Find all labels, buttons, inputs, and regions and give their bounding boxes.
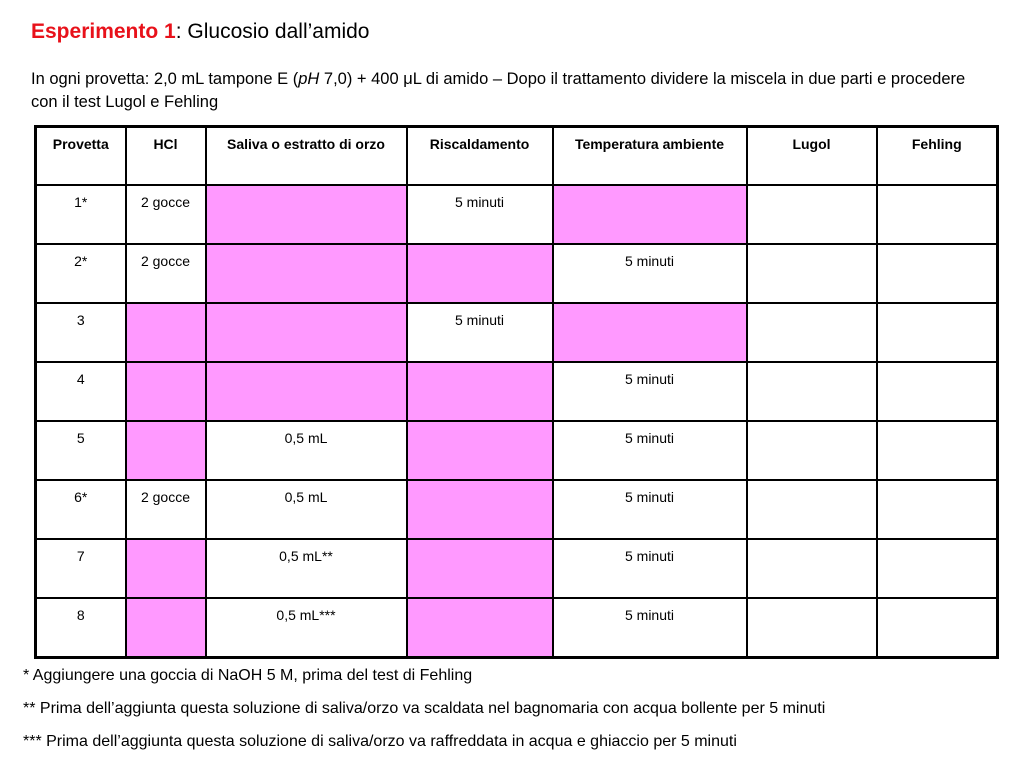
cell-temperatura [553,185,747,244]
header-temperatura: Temperatura ambiente [553,127,747,186]
intro-paragraph [31,68,991,114]
cell-riscaldamento [407,244,553,303]
cell-riscaldamento [407,421,553,480]
intro-text-end: 7,0) + 400 μL di amido – Dopo il trattamento dividere la miscela in due parti e procedere con il test Lugol e Fehling [31,70,966,111]
cell-riscaldamento [407,539,553,598]
header-lugol: Lugol [747,127,877,186]
cell-provetta: 1* [36,185,126,244]
cell-hcl [126,362,206,421]
cell-riscaldamento [407,480,553,539]
intro-ph-label: pH [298,70,320,88]
cell-temperatura: 5 minuti [553,362,747,421]
cell-fehling [877,598,998,658]
cell-saliva: 0,5 mL [206,421,407,480]
table-row [36,598,998,658]
cell-riscaldamento [407,598,553,658]
cell-provetta: 8 [36,598,126,658]
header-provetta: Provetta [36,127,126,186]
cell-saliva: 0,5 mL*** [206,598,407,658]
cell-temperatura: 5 minuti [553,421,747,480]
header-riscaldamento: Riscaldamento [407,127,553,186]
cell-fehling [877,185,998,244]
table-row [36,303,998,362]
cell-hcl [126,303,206,362]
table-row [36,480,998,539]
footnote-triple-star: *** Prima dell’aggiunta questa soluzione di saliva/orzo va raffreddata in acqua e ghiaccio per 5 minuti [23,733,737,750]
header-saliva: Saliva o estratto di orzo [206,127,407,186]
cell-hcl: 2 gocce [126,244,206,303]
cell-provetta: 5 [36,421,126,480]
title-experiment-number: Esperimento 1 [31,20,176,43]
cell-fehling [877,539,998,598]
page-title [31,20,369,44]
cell-riscaldamento [407,362,553,421]
cell-fehling [877,362,998,421]
cell-lugol [747,185,877,244]
cell-temperatura: 5 minuti [553,539,747,598]
title-subject: : Glucosio dall’amido [175,20,370,43]
cell-fehling [877,244,998,303]
cell-provetta: 6* [36,480,126,539]
cell-hcl [126,598,206,658]
cell-saliva [206,185,407,244]
intro-text-start: In ogni provetta: 2,0 mL tampone E ( [31,70,299,88]
table-row [36,362,998,421]
cell-fehling [877,480,998,539]
cell-saliva: 0,5 mL** [206,539,407,598]
table-row [36,244,998,303]
cell-hcl: 2 gocce [126,185,206,244]
cell-lugol [747,362,877,421]
table-header-row [36,127,998,186]
cell-saliva [206,303,407,362]
cell-hcl [126,539,206,598]
cell-saliva [206,244,407,303]
cell-temperatura: 5 minuti [553,598,747,658]
cell-provetta: 3 [36,303,126,362]
cell-riscaldamento: 5 minuti [407,303,553,362]
table-row [36,185,998,244]
cell-lugol [747,539,877,598]
cell-fehling [877,421,998,480]
footnotes [23,663,825,762]
cell-lugol [747,421,877,480]
cell-lugol [747,303,877,362]
cell-lugol [747,480,877,539]
cell-hcl [126,421,206,480]
cell-lugol [747,244,877,303]
footnote-single-star: * Aggiungere una goccia di NaOH 5 M, prima del test di Fehling [23,667,473,684]
table-row [36,539,998,598]
cell-provetta: 7 [36,539,126,598]
cell-provetta: 2* [36,244,126,303]
cell-temperatura: 5 minuti [553,480,747,539]
cell-provetta: 4 [36,362,126,421]
cell-saliva: 0,5 mL [206,480,407,539]
cell-hcl: 2 gocce [126,480,206,539]
cell-temperatura [553,303,747,362]
header-fehling: Fehling [877,127,998,186]
experiment-table [34,125,999,659]
cell-fehling [877,303,998,362]
footnote-double-star: ** Prima dell’aggiunta questa soluzione di saliva/orzo va scaldata nel bagnomaria con acqua bollente per 5 minuti [23,700,826,717]
cell-riscaldamento: 5 minuti [407,185,553,244]
table-row [36,421,998,480]
header-hcl: HCl [126,127,206,186]
cell-lugol [747,598,877,658]
cell-saliva [206,362,407,421]
cell-temperatura: 5 minuti [553,244,747,303]
